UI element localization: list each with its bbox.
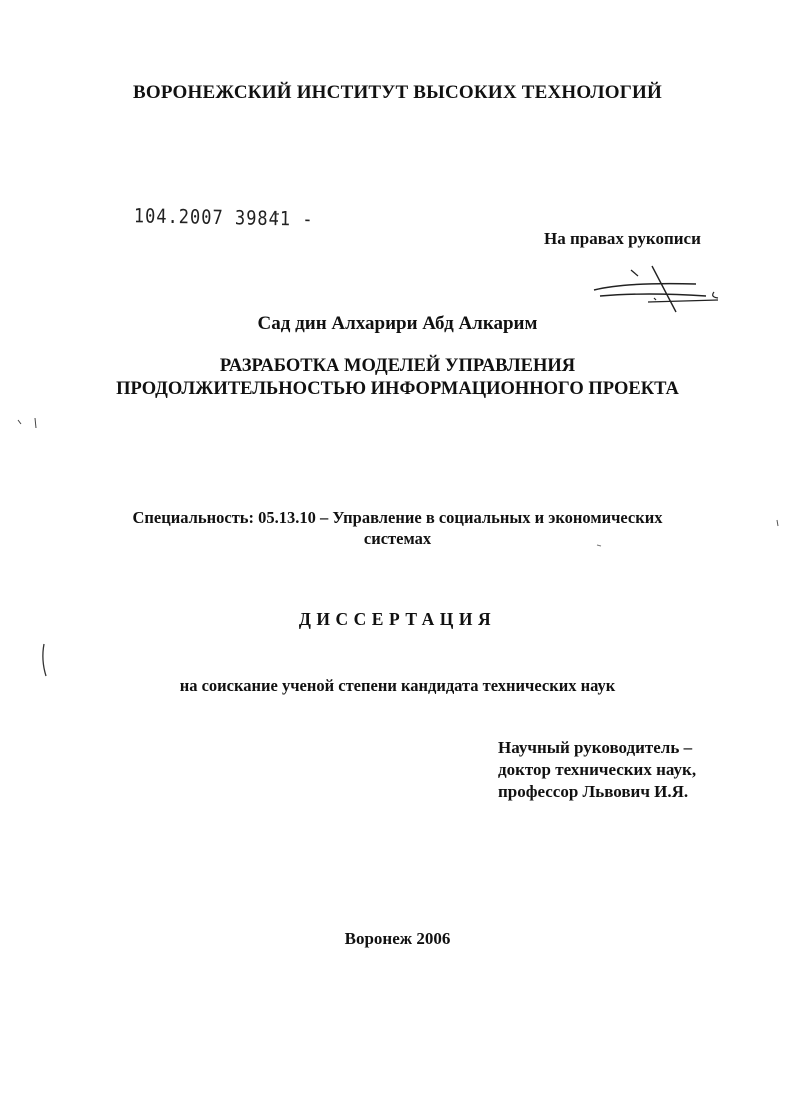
supervisor-line-2: доктор технических наук, xyxy=(498,760,697,779)
specialty-line-2: системах xyxy=(363,529,432,548)
title-line-1: РАЗРАБОТКА МОДЕЛЕЙ УПРАВЛЕНИЯ xyxy=(219,356,576,376)
city-year: Воронеж 2006 xyxy=(344,929,451,948)
supervisor-line-1: Научный руководитель – xyxy=(498,738,693,757)
rights-note: На правах рукописи xyxy=(544,229,701,248)
document-type: ДИССЕРТАЦИЯ xyxy=(298,609,497,629)
author-name: Сад дин Алхарири Абд Алкарим xyxy=(257,313,538,334)
degree-statement: на соискание ученой степени кандидата технических наук xyxy=(179,676,616,695)
title-line-2: ПРОДОЛЖИТЕЛЬНОСТЬЮ ИНФОРМАЦИОННОГО ПРОЕКТА xyxy=(116,379,679,399)
institute-name: ВОРОНЕЖСКИЙ ИНСТИТУТ ВЫСОКИХ ТЕХНОЛОГИЙ xyxy=(133,82,662,103)
supervisor-line-3: профессор Львович И.Я. xyxy=(498,782,689,801)
specialty-line-1: Специальность: 05.13.10 – Управление в социальных и экономических xyxy=(132,508,663,527)
registration-stamp: 104.2007 39841 - xyxy=(133,205,314,232)
